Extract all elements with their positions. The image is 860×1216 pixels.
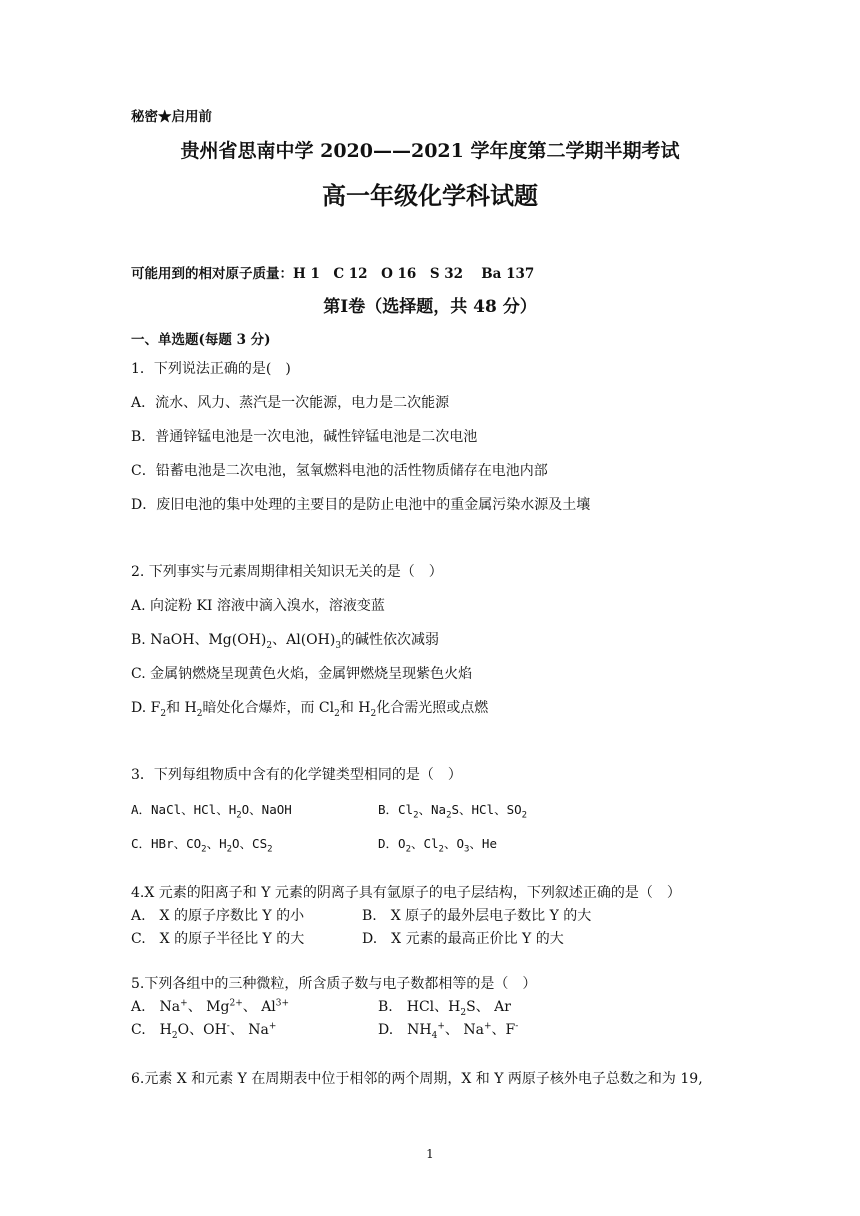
q1-stem: 1．下列说法正确的是( ) [131, 361, 291, 377]
q4-stem: 4.X 元素的阳离子和 Y 元素的阴离子具有氩原子的电子层结构，下列叙述正确的是（ ） [131, 885, 681, 901]
q5-option-a: A. Na+、 $Mg^{2+}$、 $Al^{3+}$ [131, 998, 290, 1015]
q4-option-a: A. X 的原子序数比 Y 的小 [131, 908, 305, 924]
q6-stem: 6.元素 X 和元素 Y 在周期表中位于相邻的两个周期，X 和 Y 两原子核外电子总数之和为 19, [131, 1071, 703, 1087]
subject-title: 高一年级化学科试题 [322, 181, 538, 210]
part1-title: 第Ⅰ卷（选择题，共 48 分） [323, 297, 537, 317]
q5-option-c: C. $H_2O$、OH-、 Na+ [131, 1021, 277, 1041]
q3-option-a: A．NaCl、HCl、$H_2O$、NaOH [131, 802, 292, 821]
q5-stem: 5.下列各组中的三种微粒，所含质子数与电子数都相等的是（ ） [131, 976, 537, 992]
confidential-label: 秘密★启用前 [131, 109, 212, 125]
q2-option-b: B. NaOH、$Mg(OH)_2$、$Al(OH)_3$的碱性依次减弱 [131, 632, 440, 651]
q1-option-a: A．流水、风力、蒸汽是一次能源，电力是二次能源 [131, 395, 450, 411]
section1-title: 一、单选题(每题 3 分) [131, 332, 271, 348]
q1-option-c: C．铅蓄电池是二次电池，氢氧燃料电池的活性物质储存在电池内部 [131, 463, 548, 479]
q1-option-b: B．普通锌锰电池是一次电池，碱性锌锰电池是二次电池 [131, 429, 478, 445]
exam-title: 贵州省思南中学 2020——2021 学年度第二学期半期考试 [180, 140, 680, 162]
q1-option-d: D．废旧电池的集中处理的主要目的是防止电池中的重金属污染水源及土壤 [131, 497, 591, 513]
q2-option-c: C. 金属钠燃烧呈现黄色火焰，金属钾燃烧呈现紫色火焰 [131, 666, 473, 682]
q5-option-b: B. HCl、$H_2S$、 Ar [378, 999, 511, 1018]
q4-option-d: D. X 元素的最高正价比 Y 的大 [362, 931, 564, 947]
q3-option-d: D．$O_2$、$Cl_2$、$O_3$、He [378, 836, 497, 855]
q2-option-d: D. $F_2$和 $H_2$暗处化合爆炸，而 $Cl_2$和 $H_2$化合需光照或点燃 [131, 700, 489, 719]
page-number: 1 [426, 1147, 434, 1161]
q3-option-b: B．$Cl_2$、$Na_2S$、HCl、$SO_2$ [378, 802, 528, 821]
q2-stem: 2. 下列事实与元素周期律相关知识无关的是（ ） [131, 564, 443, 580]
q4-option-c: C. X 的原子半径比 Y 的大 [131, 931, 305, 947]
q4-option-b: B. X 原子的最外层电子数比 Y 的大 [362, 908, 592, 924]
q2-option-a: A. 向淀粉 KI 溶液中滴入溴水，溶液变蓝 [131, 598, 385, 614]
q3-stem: 3．下列每组物质中含有的化学键类型相同的是（ ） [131, 767, 462, 783]
atomic-masses: 可能用到的相对原子质量：H 1 C 12 O 16 S 32 Ba 137 [131, 266, 535, 282]
q5-option-d: D. $NH_4^+$、 Na+、F- [378, 1021, 519, 1041]
q3-option-c: C．HBr、$CO_2$、$H_2O$、$CS_2$ [131, 836, 273, 855]
